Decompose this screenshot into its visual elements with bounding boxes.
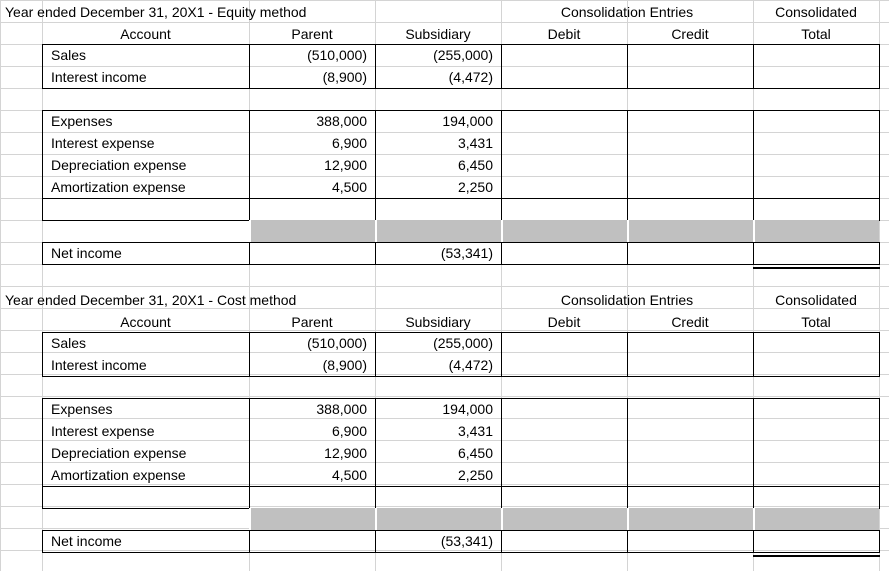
subsidiary-amount: (4,472) (448, 69, 493, 85)
cell-block (627, 110, 754, 199)
subsidiary-amount: 6,450 (457, 445, 493, 461)
double-underline (753, 555, 880, 557)
net-income-cell (249, 530, 376, 553)
net-income-subsidiary: (53,341) (440, 245, 493, 261)
account-label: Interest income (51, 357, 147, 373)
subsidiary-column-header: Subsidiary (405, 26, 471, 42)
subsidiary-amount: 194,000 (442, 113, 493, 129)
account-label: Depreciation expense (51, 445, 187, 461)
account-label: Interest expense (51, 135, 155, 151)
parent-column-header: Parent (291, 314, 333, 330)
cell-block (501, 44, 628, 89)
consolidated-header: Consolidated (775, 4, 857, 20)
account-label: Expenses (51, 401, 113, 417)
cell-block (42, 486, 250, 509)
net-income-label: Net income (51, 533, 122, 549)
shaded-divider (627, 508, 629, 530)
cell-block (627, 198, 754, 221)
subtotal-row-shaded (249, 508, 879, 530)
debit-column-header: Debit (547, 314, 581, 330)
parent-amount: 388,000 (316, 113, 367, 129)
cell-block (753, 44, 880, 89)
account-column-header: Account (120, 26, 171, 42)
net-income-cell (627, 242, 754, 265)
subsidiary-amount: 6,450 (457, 157, 493, 173)
subsidiary-amount: (255,000) (433, 335, 493, 351)
subsidiary-amount: 194,000 (442, 401, 493, 417)
net-income-cell (501, 242, 628, 265)
parent-amount: (8,900) (322, 357, 367, 373)
parent-amount: 6,900 (331, 423, 367, 439)
subsidiary-amount: (255,000) (433, 47, 493, 63)
net-income-cell (753, 242, 880, 265)
parent-amount: 12,900 (324, 157, 367, 173)
gridline-horizontal (0, 286, 889, 287)
shaded-divider (627, 220, 629, 242)
parent-column-header: Parent (291, 26, 333, 42)
account-label: Amortization expense (51, 179, 186, 195)
credit-column-header: Credit (671, 314, 709, 330)
cell-block (627, 398, 754, 487)
parent-amount: (510,000) (307, 47, 367, 63)
account-label: Sales (51, 47, 87, 63)
cell-block (753, 398, 880, 487)
cell-block (753, 332, 880, 377)
debit-column-header: Debit (547, 26, 581, 42)
subsidiary-amount: (4,472) (448, 357, 493, 373)
account-column-header: Account (120, 314, 171, 330)
account-label: Amortization expense (51, 467, 186, 483)
consolidated-total-header: Total (801, 26, 831, 42)
parent-amount: 6,900 (331, 135, 367, 151)
parent-amount: 12,900 (324, 445, 367, 461)
subsidiary-amount: 3,431 (457, 423, 493, 439)
subsidiary-amount: 2,250 (457, 179, 493, 195)
account-label: Interest expense (51, 423, 155, 439)
shaded-divider (375, 508, 377, 530)
net-income-cell (627, 530, 754, 553)
net-income-cell (501, 530, 628, 553)
net-income-cell (249, 242, 376, 265)
consolidated-header: Consolidated (775, 292, 857, 308)
subsidiary-column-header: Subsidiary (405, 314, 471, 330)
cell-block (753, 198, 880, 221)
consolidation-entries-header: Consolidation Entries (560, 292, 694, 308)
parent-amount: (8,900) (322, 69, 367, 85)
shaded-divider (753, 220, 755, 242)
account-label: Depreciation expense (51, 157, 187, 173)
cell-block (627, 44, 754, 89)
cell-block (42, 198, 250, 221)
cell-block (501, 110, 628, 199)
subtotal-row-shaded (249, 220, 879, 242)
cell-block (249, 486, 376, 509)
cell-block (627, 332, 754, 377)
account-label: Sales (51, 335, 87, 351)
section-title: Year ended December 31, 20X1 - Equity method (5, 4, 307, 20)
shaded-divider (249, 508, 251, 530)
consolidation-entries-header: Consolidation Entries (560, 4, 694, 20)
parent-amount: 4,500 (331, 467, 367, 483)
net-income-subsidiary: (53,341) (440, 533, 493, 549)
shaded-divider (501, 220, 503, 242)
subsidiary-amount: 3,431 (457, 135, 493, 151)
cell-block (375, 198, 502, 221)
consolidated-total-header: Total (801, 314, 831, 330)
cell-block (501, 398, 628, 487)
net-income-cell (753, 530, 880, 553)
account-label: Expenses (51, 113, 113, 129)
cell-block (249, 198, 376, 221)
cell-block (501, 332, 628, 377)
shaded-divider (501, 508, 503, 530)
account-label: Interest income (51, 69, 147, 85)
cell-block (753, 110, 880, 199)
shaded-divider (753, 508, 755, 530)
credit-column-header: Credit (671, 26, 709, 42)
net-income-label: Net income (51, 245, 122, 261)
cell-block (753, 486, 880, 509)
parent-amount: 4,500 (331, 179, 367, 195)
cell-block (501, 486, 628, 509)
double-underline (753, 267, 880, 269)
gridline-horizontal (0, 396, 889, 397)
cell-block (375, 486, 502, 509)
shaded-divider (249, 220, 251, 242)
shaded-divider (375, 220, 377, 242)
parent-amount: 388,000 (316, 401, 367, 417)
cell-block (627, 486, 754, 509)
parent-amount: (510,000) (307, 335, 367, 351)
section-title: Year ended December 31, 20X1 - Cost method (5, 292, 297, 308)
cell-block (501, 198, 628, 221)
subsidiary-amount: 2,250 (457, 467, 493, 483)
